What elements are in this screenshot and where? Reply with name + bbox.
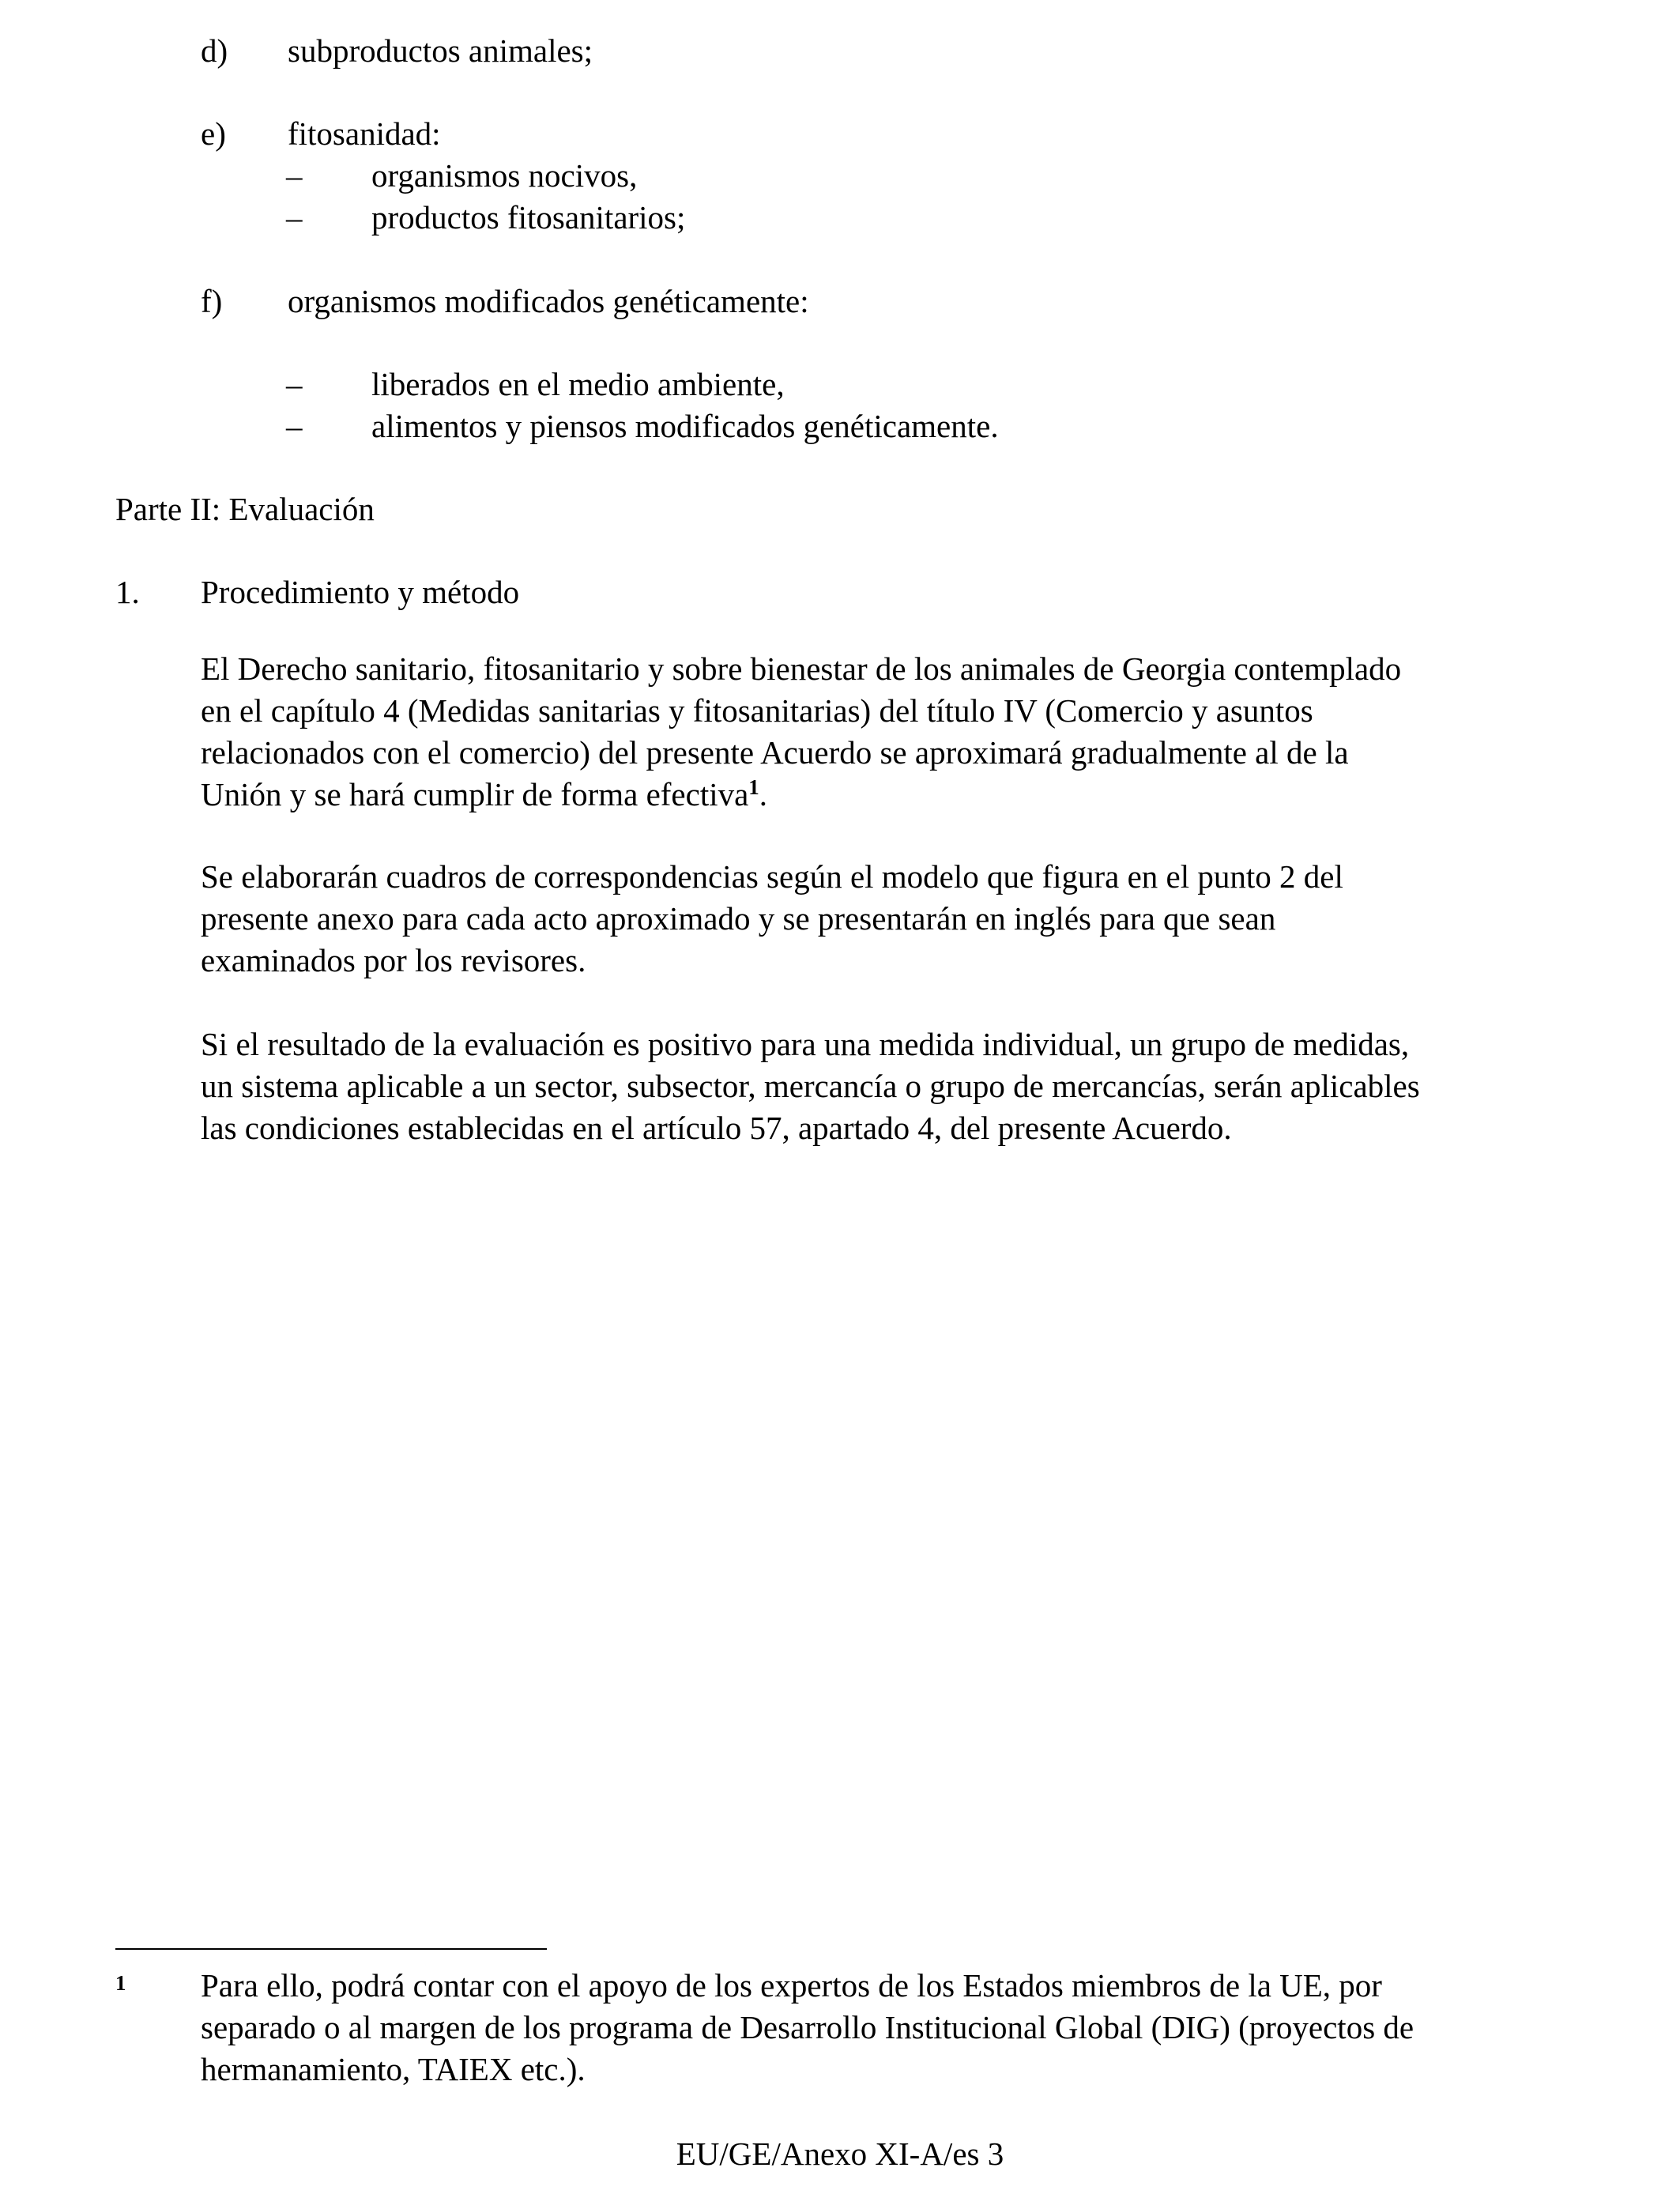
list-item-f-text: organismos modificados genéticamente: bbox=[288, 283, 809, 319]
paragraph-line: presente anexo para cada acto aproximado y se presentarán en inglés para que sean bbox=[201, 900, 1276, 937]
sentence-end: . bbox=[759, 776, 768, 812]
list-item-d-text: subproductos animales; bbox=[288, 32, 593, 69]
page-footer: EU/GE/Anexo XI-A/es 3 bbox=[676, 2136, 1004, 2172]
section-title: Procedimiento y método bbox=[201, 574, 520, 610]
paragraph-3 bbox=[201, 1023, 1420, 1149]
paragraph-line: en el capítulo 4 (Medidas sanitarias y fitosanitarias) del título IV (Comercio y asuntos bbox=[201, 692, 1313, 729]
footnote-separator bbox=[115, 1948, 547, 1950]
part-heading: Parte II: Evaluación bbox=[115, 491, 375, 527]
sub-bullet: – bbox=[286, 366, 303, 402]
sub-item-text: liberados en el medio ambiente, bbox=[371, 366, 785, 402]
footnote-line: Para ello, podrá contar con el apoyo de los expertos de los Estados miembros de la UE, por bbox=[201, 1967, 1382, 2004]
paragraph-line: Si el resultado de la evaluación es positivo para una medida individual, un grupo de medidas, bbox=[201, 1026, 1410, 1062]
paragraph-line: las condiciones establecidas en el artículo 57, apartado 4, del presente Acuerdo. bbox=[201, 1110, 1232, 1146]
list-marker-f: f) bbox=[201, 283, 223, 319]
footnote-line: separado o al margen de los programa de Desarrollo Institucional Global (DIG) (proyectos de bbox=[201, 2009, 1414, 2045]
paragraph-line: un sistema aplicable a un sector, subsector, mercancía o grupo de mercancías, serán aplicables bbox=[201, 1068, 1420, 1104]
sub-bullet: – bbox=[286, 408, 303, 444]
section-number: 1. bbox=[115, 574, 140, 610]
paragraph-line-last bbox=[201, 774, 1401, 816]
footnote-line: hermanamiento, TAIEX etc.). bbox=[201, 2051, 586, 2087]
sub-item-text: organismos nocivos, bbox=[371, 157, 638, 194]
paragraph-line-text: Unión y se hará cumplir de forma efectiva bbox=[201, 776, 749, 812]
list-item-e-text: fitosanidad: bbox=[288, 115, 441, 152]
paragraph-1 bbox=[201, 648, 1401, 816]
list-marker-e: e) bbox=[201, 115, 226, 152]
footnote-text bbox=[201, 1965, 1414, 2090]
list-marker-d: d) bbox=[201, 32, 228, 69]
footnote-reference[interactable]: 1 bbox=[748, 775, 759, 799]
sub-bullet: – bbox=[286, 157, 303, 194]
paragraph-line: examinados por los revisores. bbox=[201, 942, 586, 978]
sub-item-text: alimentos y piensos modificados genéticamente. bbox=[371, 408, 999, 444]
footnote-number: 1 bbox=[115, 1971, 126, 1995]
sub-bullet: – bbox=[286, 199, 303, 236]
paragraph-line: Se elaborarán cuadros de correspondencias según el modelo que figura en el punto 2 del bbox=[201, 858, 1343, 895]
paragraph-line: relacionados con el comercio) del presente Acuerdo se aproximará gradualmente al de la bbox=[201, 734, 1349, 771]
paragraph-line: El Derecho sanitario, fitosanitario y sobre bienestar de los animales de Georgia contemplado bbox=[201, 650, 1402, 687]
paragraph-2 bbox=[201, 856, 1343, 982]
sub-item-text: productos fitosanitarios; bbox=[371, 199, 686, 236]
